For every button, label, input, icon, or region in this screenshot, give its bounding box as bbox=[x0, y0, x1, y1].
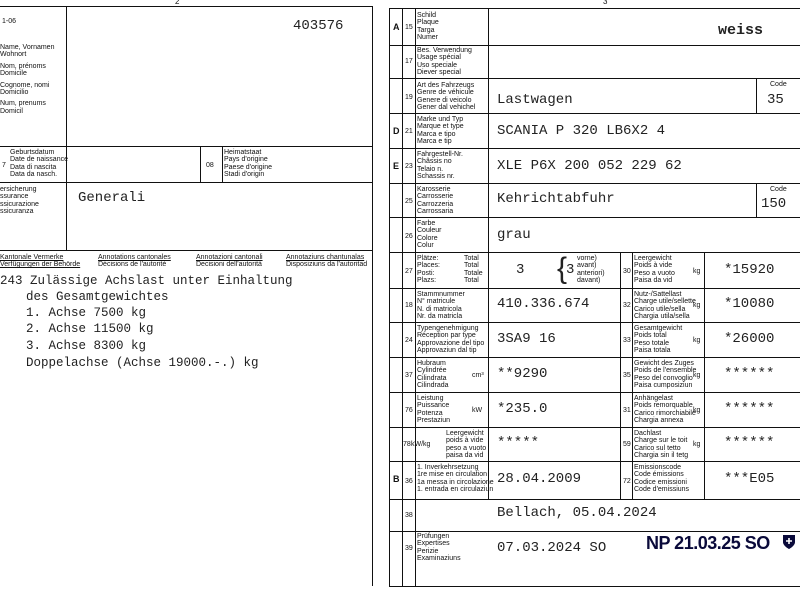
cantonal-notes-fr: Annotations cantonales Décisions de l'autorité bbox=[98, 254, 171, 269]
empty-weight-value: *15920 bbox=[724, 262, 775, 278]
vehicle-type-label: Art des Fahrzeugs Genre de véhicule Genere di veicolo Gener dal vehichel bbox=[417, 82, 476, 112]
train-weight-unit: kg bbox=[693, 372, 701, 379]
displacement-unit: cm³ bbox=[472, 372, 484, 379]
make-type-label: Marke und Typ Marque et type Marca e tipo Marca e tip bbox=[417, 116, 464, 146]
field-59-number: 59 bbox=[623, 441, 631, 448]
make-type-value: SCANIA P 320 LB6X2 4 bbox=[497, 123, 666, 139]
gross-weight-label: Gesamtgewicht Poids total Peso totale Paisa totala bbox=[634, 325, 683, 355]
power-unit: kW bbox=[472, 407, 483, 414]
trailer-load-value: ****** bbox=[724, 401, 775, 417]
document-number: 403576 bbox=[293, 18, 344, 34]
field-21-number: 21 bbox=[405, 128, 413, 135]
field-18-number: 18 bbox=[405, 302, 413, 309]
field-72-number: 72 bbox=[623, 478, 631, 485]
field-31-number: 31 bbox=[623, 407, 631, 414]
field-38-number: 38 bbox=[405, 512, 413, 519]
cantonal-notes-de: Kantonale Vermerke Verfügungen der Behörde bbox=[0, 254, 81, 269]
cantonal-notes-it: Annotazioni cantonali Decisioni dell'autorità bbox=[196, 254, 263, 269]
field-76-number: 76 bbox=[405, 407, 413, 414]
insurance-label: ersicherung ssurance ssicurazione ssicuranza bbox=[0, 186, 39, 216]
stamp-shield-icon bbox=[782, 534, 796, 550]
payload-unit: kg bbox=[693, 302, 701, 309]
seats-total-label: Total Total Totale Total bbox=[464, 255, 483, 285]
field-08-number: 08 bbox=[206, 162, 214, 169]
row-letter-a: A bbox=[393, 22, 400, 32]
emission-code-value: ***E05 bbox=[724, 471, 775, 487]
field-39-number: 39 bbox=[405, 545, 413, 552]
row-letter-b: B bbox=[393, 474, 400, 484]
master-number-label: Stammnummer N° matricule N. di matricola Nr. da matricla bbox=[417, 291, 465, 321]
seats-label: Plätze: Places: Posti: Plazs: bbox=[417, 255, 440, 285]
body-label: Karosserie Carrosserie Carrozzeria Carrossaria bbox=[417, 186, 454, 216]
trailer-load-label: Anhängelast Poids remorquable Carico rimorchiabile Chargia annexa bbox=[634, 395, 696, 425]
names-label: Name, Vornamen Wohnort Nom, prénoms Domicile Cognome, nomi Domicilio Num, prenums Domicil bbox=[0, 44, 55, 115]
row-letter-e: E bbox=[393, 161, 400, 171]
empty-weight-label: Leergewicht Poids à vide Peso a vuoto Paisa da vid bbox=[634, 255, 675, 285]
roof-load-label: Dachlast Charge sur le toit Carico sul tetto Chargia sin il tetg bbox=[634, 430, 689, 460]
field-23-number: 23 bbox=[405, 163, 413, 170]
annotation-line-6: Doppelachse (Achse 19000.-.) kg bbox=[26, 356, 259, 370]
field-19-number: 19 bbox=[405, 94, 413, 101]
right-page-number: 3 bbox=[603, 0, 608, 6]
body-code: 150 bbox=[761, 196, 787, 212]
power-value: *235.0 bbox=[497, 401, 548, 417]
master-number-value: 410.336.674 bbox=[497, 296, 590, 312]
gross-weight-unit: kg bbox=[693, 337, 701, 344]
seats-total-value: 3 bbox=[516, 262, 525, 278]
annotation-line-1: 243 Zulässige Achslast unter Einhaltung bbox=[0, 274, 293, 288]
type-approval-value: 3SA9 16 bbox=[497, 331, 556, 347]
field-15-number: 15 bbox=[405, 24, 413, 31]
train-weight-label: Gewicht des Zuges Poids de l'ensemble Peso del convoglio Paisa cumposiziun bbox=[634, 360, 697, 390]
cantonal-notes-rm: Annotaziuns chantunalas Disposiziuns da l'autoritad bbox=[286, 254, 368, 269]
colour-label: Farbe Couleur Colore Colur bbox=[417, 220, 442, 250]
field-37-number: 37 bbox=[405, 372, 413, 379]
field-30-number: 30 bbox=[623, 268, 631, 275]
field-36-number: 36 bbox=[405, 478, 413, 485]
field-25-number: 25 bbox=[405, 198, 413, 205]
plate-value: weiss bbox=[718, 22, 764, 39]
displacement-label: Hubraum Cylindrée Cilindrata Cilindrada bbox=[417, 360, 449, 390]
seats-brace: { bbox=[557, 252, 568, 285]
type-approval-label: Typengenehmigung Réception par type Approvazione del tipo Approvaziun dal tip bbox=[417, 325, 485, 355]
field-78-number: 78 bbox=[403, 441, 411, 448]
examination-value: 07.03.2024 SO bbox=[497, 540, 607, 556]
type-code-label: Code bbox=[770, 81, 787, 88]
seats-front-value: 3 bbox=[566, 262, 575, 278]
annotation-line-5: 3. Achse 8300 kg bbox=[26, 339, 147, 353]
field-17-number: 17 bbox=[405, 58, 413, 65]
displacement-value: **9290 bbox=[497, 366, 548, 382]
plate-label: Schild Plaque Targa Numer bbox=[417, 12, 439, 42]
empty-weight-unit: kg bbox=[693, 268, 701, 275]
payload-label: Nutz-/Sattellast Charge utile/sellette Carico utile/sella Chargia utila/sella bbox=[634, 291, 696, 321]
inspection-stamp: NP 21.03.25 SO bbox=[646, 533, 770, 553]
vehicle-type-value: Lastwagen bbox=[497, 92, 573, 108]
annotation-line-3: 1. Achse 7500 kg bbox=[26, 306, 147, 320]
birth-date-label: Geburtsdatum Date de naissance Data di nascita Data da nasch. bbox=[10, 149, 68, 179]
power-ratio-unit: kW/kg bbox=[411, 441, 431, 448]
chassis-value: XLE P6X 200 052 229 62 bbox=[497, 158, 682, 174]
field-33-number: 33 bbox=[623, 337, 631, 344]
vehicle-type-code: 35 bbox=[767, 92, 784, 108]
row-letter-d: D bbox=[393, 126, 400, 136]
power-label: Leistung Puissance Potenza Prestaziun bbox=[417, 395, 451, 425]
first-registration-label: 1. Inverkehrsetzung 1re mise en circulation 1a messa in circolazione 1. entrada en circulaziun bbox=[417, 464, 494, 494]
field-24-number: 24 bbox=[405, 337, 413, 344]
colour-value: grau bbox=[497, 227, 531, 243]
roof-load-unit: kg bbox=[693, 441, 701, 448]
origin-label: Heimatstaat Pays d'origine Paese d'origine Stadi d'origin bbox=[224, 149, 273, 179]
trailer-load-unit: kg bbox=[693, 407, 701, 414]
train-weight-value: ****** bbox=[724, 366, 775, 382]
annotation-line-4: 2. Achse 11500 kg bbox=[26, 322, 154, 336]
emission-code-label: Emissionscode Code émissions Codice emissioni Code d'emissiuns bbox=[634, 464, 690, 494]
field-27-number: 27 bbox=[405, 268, 413, 275]
body-code-label: Code bbox=[770, 186, 787, 193]
left-page-number: 2 bbox=[175, 0, 180, 6]
field-35-number: 35 bbox=[623, 372, 631, 379]
payload-value: *10080 bbox=[724, 296, 775, 312]
field-01-number: 1-06 bbox=[2, 18, 17, 25]
first-registration-value: 28.04.2009 bbox=[497, 471, 582, 487]
insurance-value: Generali bbox=[78, 190, 146, 206]
power-ratio-value: ***** bbox=[497, 435, 540, 451]
field-26-number: 26 bbox=[405, 233, 413, 240]
place-date-value: Bellach, 05.04.2024 bbox=[497, 505, 657, 521]
power-ratio-label: Leergewicht poids à vide peso a vuoto paisa da vid bbox=[446, 430, 487, 460]
examinations-label: Prüfungen Expertises Perizie Examinaziuns bbox=[417, 533, 461, 563]
special-use-label: Bes. Verwendung Usage spécial Uso speciale Diever special bbox=[417, 47, 472, 77]
roof-load-value: ****** bbox=[724, 435, 775, 451]
body-value: Kehrichtabfuhr bbox=[497, 191, 615, 207]
gross-weight-value: *26000 bbox=[724, 331, 775, 347]
annotation-line-2: des Gesamtgewichtes bbox=[26, 290, 169, 304]
field-32-number: 32 bbox=[623, 302, 631, 309]
seats-front-label: vorne) avant) anteriori) davant) bbox=[577, 255, 605, 285]
chassis-label: Fahrgestell-Nr. Châssis no Telaio n. Schassis nr. bbox=[417, 151, 463, 181]
field-07-number: 7 bbox=[2, 162, 6, 169]
